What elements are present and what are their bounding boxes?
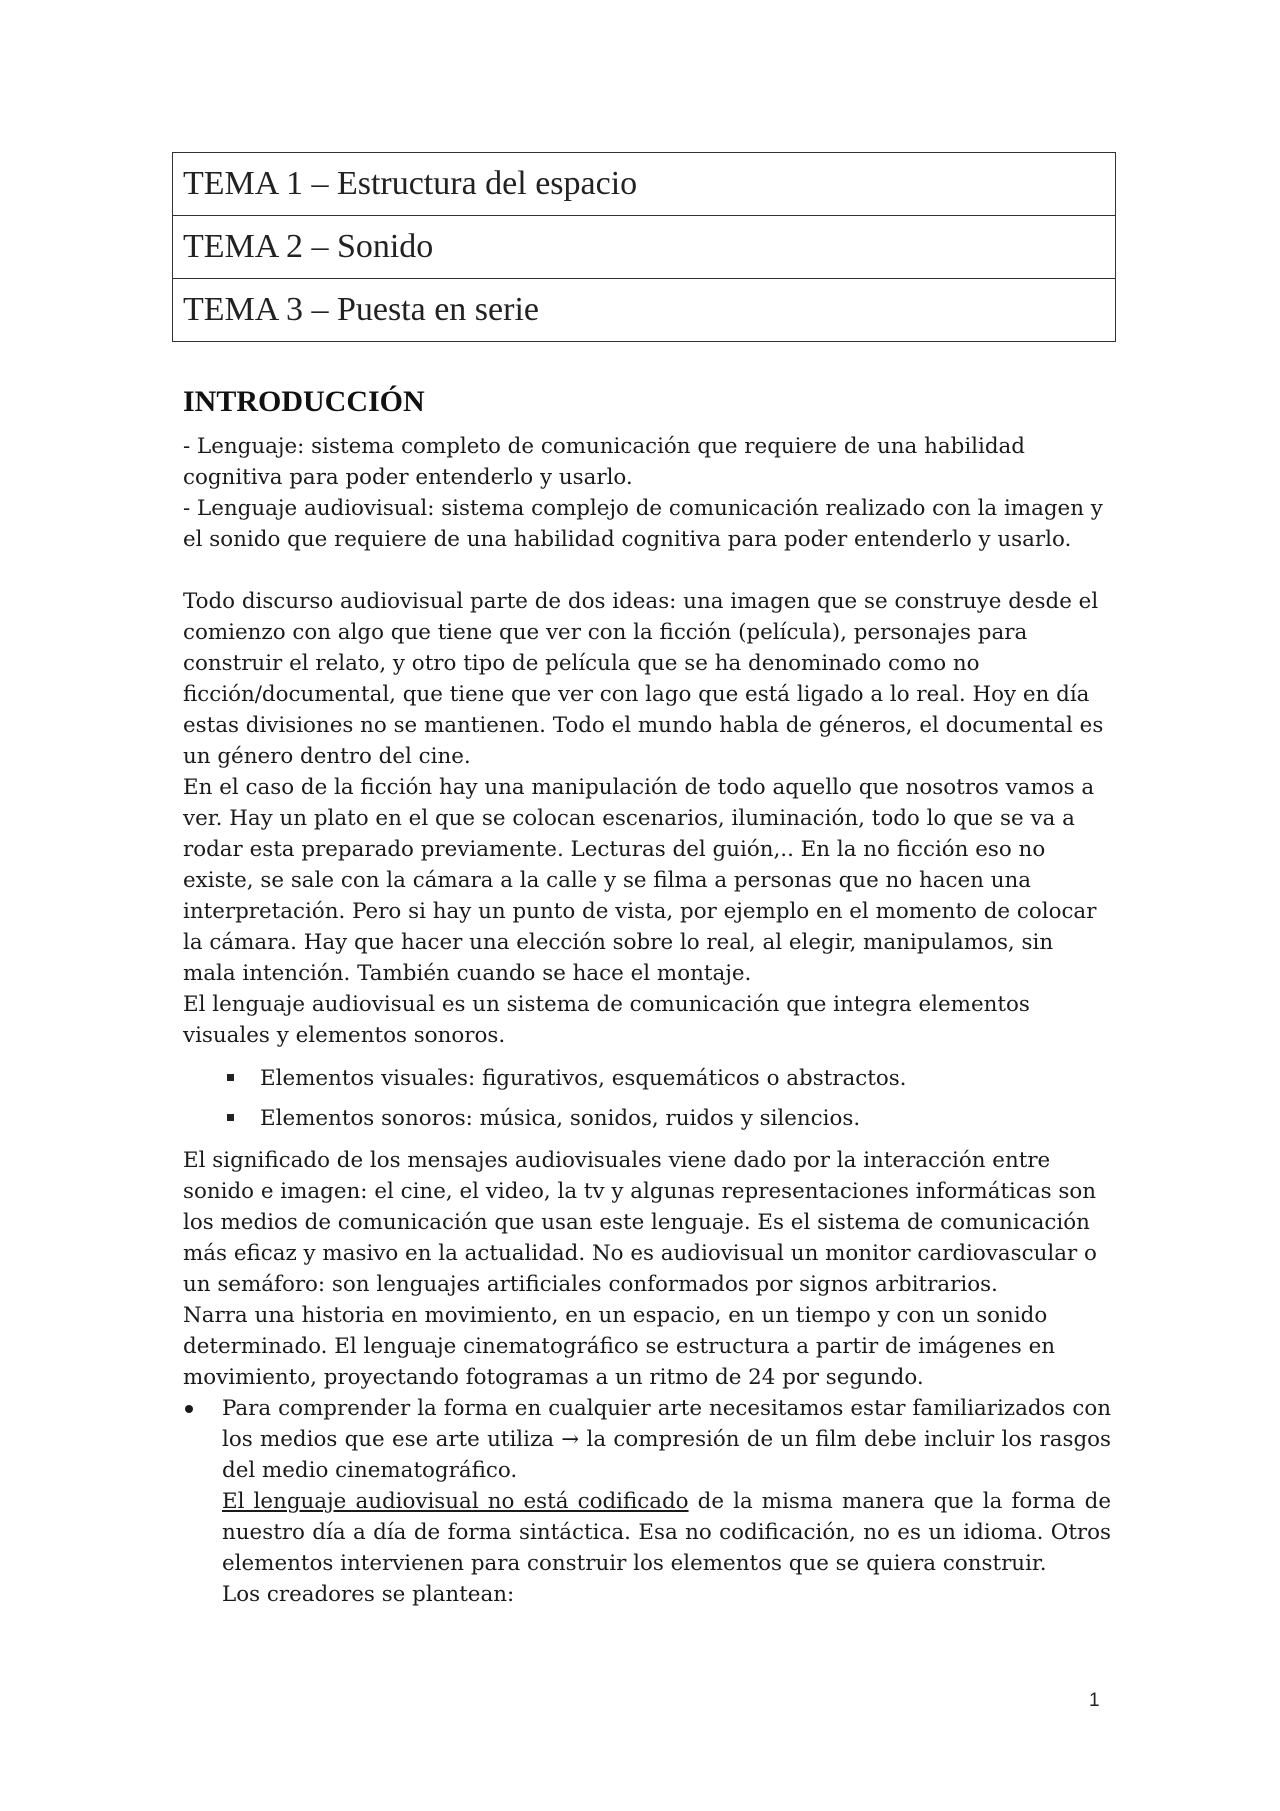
square-bullet-icon [227,1074,234,1081]
topics-table [172,152,1116,342]
paragraph-gap [183,555,1111,586]
topic-3: TEMA 3 – Puesta en serie [173,279,1116,342]
paragraph-sistema: El lenguaje audiovisual es un sistema de comunicación que integra elementos visuales y elementos sonoros. [183,992,1030,1048]
bullet-text: Para comprender la forma en cualquier arte necesitamos estar familiarizados con los medios que ese arte utiliza → la compresión de un film debe incluir los rasgos del medio cinematográfico. [222,1396,1111,1483]
round-bullet-icon [185,1405,193,1413]
section-heading: INTRODUCCIÓN [183,385,425,418]
paragraph-discurso: Todo discurso audiovisual parte de dos ideas: una imagen que se construye desde el comienzo con algo que tiene que ver con la ficción (película), personajes para construir el relato, y otro tipo de película que se ha denominado como no ficción/documental, que tiene que ver con lago que está ligado a lo real. Hoy en día estas divisiones no se mantienen. Todo el mundo habla de géneros, el documental es un género dentro del cine. [183,589,1104,769]
paragraph-ficcion: En el caso de la ficción hay una manipulación de todo aquello que nosotros vamos a ver. Hay un plato en el que se colocan escenarios, iluminación, todo lo que se va a rodar esta preparado previamente. Lecturas del guión,.. En la no ficción eso no existe, se sale con la cámara a la calle y se filma a personas que no hacen una interpretación. Pero si hay un punto de vista, por ejemplo en el momento de colocar la cámara. Hay que hacer una elección sobre lo real, al elegir, manipulamos, sin mala intención. También cuando se hace el montaje. [183,775,1097,986]
list-item-text: Elementos sonoros: música, sonidos, ruidos y silencios. [260,1106,861,1131]
topic-2: TEMA 2 – Sonido [173,216,1116,279]
list-item [183,1099,1111,1139]
bullet-codification-paragraph [222,1486,1111,1579]
table-row [173,279,1116,342]
definition-lenguaje-audiovisual: - Lenguaje audiovisual: sistema complejo de comunicación realizado con la imagen y el sonido que requiere de una habilidad cognitiva para poder entenderlo y usarlo. [183,496,1103,552]
table-row [173,216,1116,279]
square-bullet-icon [227,1114,234,1121]
page-number: 1 [1089,1690,1100,1711]
list-item [183,1059,1111,1099]
paragraph-significado: El significado de los mensajes audiovisuales viene dado por la interacción entre sonido e imagen: el cine, el video, la tv y algunas representaciones informáticas son los medios de comunicación que usan este lenguaje. Es el sistema de comunicación más eficaz y masivo en la actualidad. No es audiovisual un monitor cardiovascular o un semáforo: son lenguajes artificiales conformados por signos arbitrarios. [183,1148,1097,1297]
topic-1: TEMA 1 – Estructura del espacio [173,153,1116,216]
codification-continuation: de la misma manera que la forma de nuestro día a día de forma sintáctica. Esa no codificación, no es un idioma. Otros elementos intervienen para construir los elementos que se quiera construir. [222,1489,1111,1576]
document-body [183,385,1111,1610]
paragraph-narra: Narra una historia en movimiento, en un espacio, en un tiempo y con un sonido determinado. El lenguaje cinematográfico se estructura a partir de imágenes en movimiento, proyectando fotogramas a un ritmo de 24 por segundo. [183,1303,1056,1390]
underlined-phrase: El lenguaje audiovisual no está codificado [222,1489,689,1514]
list-item-text: Elementos visuales: figurativos, esquemáticos o abstractos. [260,1066,907,1091]
elements-list [183,1059,1111,1139]
table-row [173,153,1116,216]
bullet-closing: Los creadores se plantean: [222,1582,515,1607]
bullet-item [183,1393,1111,1610]
definition-lenguaje: - Lenguaje: sistema completo de comunicación que requiere de una habilidad cognitiva para poder entenderlo y usarlo. [183,434,1025,490]
